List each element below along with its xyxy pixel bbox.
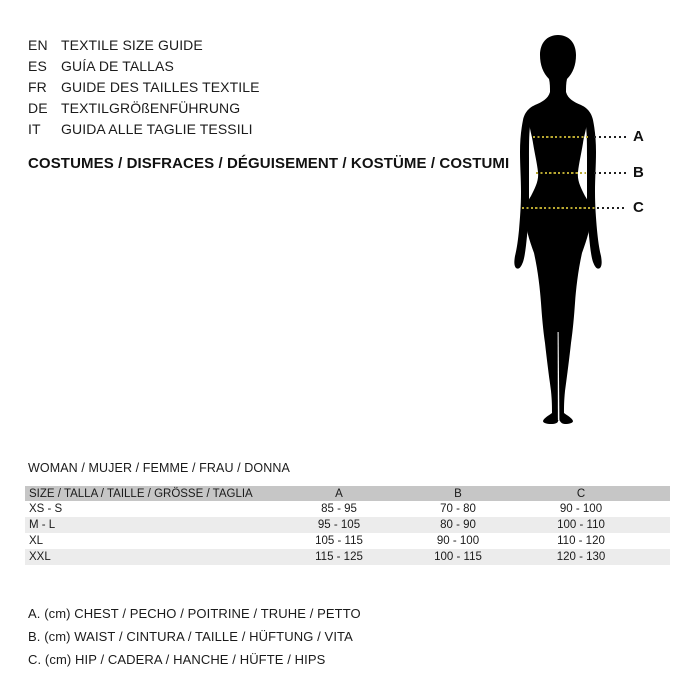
language-label: GUIDA ALLE TAGLIE TESSILI xyxy=(61,121,253,137)
hip-cell: 120 - 130 xyxy=(556,551,606,563)
measure-label-b: B xyxy=(633,164,644,181)
waist-connector-line xyxy=(594,172,626,174)
table-group-title: WOMAN / MUJER / FEMME / FRAU / DONNA xyxy=(28,461,290,475)
waist-cell: 100 - 115 xyxy=(434,551,482,563)
chest-cell: 105 - 115 xyxy=(315,535,363,547)
measure-label-c: C xyxy=(633,199,644,216)
size-cell: XL xyxy=(29,535,44,547)
size-cell: M - L xyxy=(29,519,56,531)
language-row-en xyxy=(28,35,260,56)
legend-hip: C. (cm) HIP / CADERA / HANCHE / HÜFTE / HIPS xyxy=(28,652,326,667)
size-column-header: SIZE / TALLA / TAILLE / GRÖSSE / TAGLIA xyxy=(25,486,280,501)
table-row-xxl xyxy=(25,549,670,565)
size-cell: XS - S xyxy=(29,503,63,515)
column-b-header: B xyxy=(398,486,518,501)
hip-cell: 100 - 110 xyxy=(557,519,605,531)
category-title: COSTUMES / DISFRACES / DÉGUISEMENT / KOSTÜME / COSTUMI xyxy=(28,155,510,172)
language-row-de xyxy=(28,98,260,119)
column-a-header: A xyxy=(280,486,398,501)
chest-cell: 95 - 105 xyxy=(317,519,361,531)
hip-cell: 110 - 120 xyxy=(557,535,605,547)
language-list xyxy=(28,35,260,140)
hip-connector-line xyxy=(597,207,627,209)
column-c-header: C xyxy=(518,486,670,501)
size-cell: XXL xyxy=(29,551,51,563)
language-row-es xyxy=(28,56,260,77)
table-header-row xyxy=(25,486,670,501)
measurement-legend xyxy=(28,602,361,671)
table-row-xl xyxy=(25,533,670,549)
size-table xyxy=(25,486,670,565)
language-code: DE xyxy=(28,100,48,116)
language-code: EN xyxy=(28,37,48,53)
table-row-xs-s xyxy=(25,501,670,517)
waist-measure-line xyxy=(536,172,586,174)
waist-cell: 80 - 90 xyxy=(440,519,476,531)
language-label: GUIDE DES TAILLES TEXTILE xyxy=(61,79,260,95)
legend-waist: B. (cm) WAIST / CINTURA / TAILLE / HÜFTUNG / VITA xyxy=(28,629,353,644)
waist-cell: 90 - 100 xyxy=(436,535,480,547)
language-label: TEXTILE SIZE GUIDE xyxy=(61,37,203,53)
language-row-fr xyxy=(28,77,260,98)
language-row-it xyxy=(28,119,260,140)
hip-cell: 90 - 100 xyxy=(559,503,603,515)
chest-cell: 85 - 95 xyxy=(321,503,357,515)
language-code: ES xyxy=(28,58,47,74)
chest-cell: 115 - 125 xyxy=(315,551,363,563)
language-label: GUÍA DE TALLAS xyxy=(61,58,174,74)
language-code: FR xyxy=(28,79,47,95)
legend-chest: A. (cm) CHEST / PECHO / POITRINE / TRUHE / PETTO xyxy=(28,606,361,621)
language-code: IT xyxy=(28,121,41,137)
woman-silhouette xyxy=(505,30,615,426)
waist-cell: 70 - 80 xyxy=(440,503,476,515)
table-row-m-l xyxy=(25,517,670,533)
chest-measure-line xyxy=(533,136,590,138)
hip-measure-line xyxy=(522,207,597,209)
language-label: TEXTILGRÖßENFÜHRUNG xyxy=(61,100,241,116)
measure-label-a: A xyxy=(633,128,644,145)
chest-connector-line xyxy=(594,136,626,138)
